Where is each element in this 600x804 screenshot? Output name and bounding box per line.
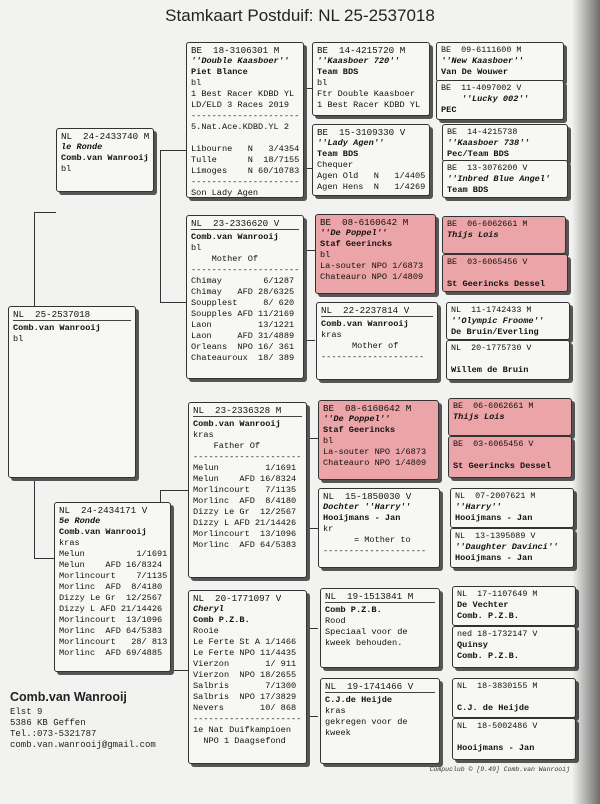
connector-line: [160, 150, 161, 302]
card-line: [457, 692, 571, 703]
card-line: [451, 354, 565, 365]
card-line: ''De Poppel'': [323, 414, 391, 424]
card-line: Chimay 6/1287: [191, 276, 295, 286]
card-line: Chateauro NPO 1/4809: [320, 272, 424, 282]
card-line: Morlinc AFD 69/4885: [59, 648, 163, 658]
ring-number: BE 08-6160642 M: [323, 403, 412, 414]
card-line: [193, 416, 302, 418]
card-line: Comb. P.Z.B.: [457, 611, 519, 621]
card-line: [453, 450, 567, 461]
connector-line: [160, 150, 186, 151]
card-line: Dochter ''Harry'': [323, 502, 411, 512]
pedigree-card-gen4-9: [448, 398, 572, 436]
card-line: Morlincourt 13/1096: [193, 529, 297, 539]
card-line: Team BDS: [317, 149, 359, 159]
pedigree-card-ssd: [312, 124, 430, 196]
connector-line: [34, 212, 35, 310]
card-line: Morlinc AFD 64/5383: [193, 540, 297, 550]
ring-number: NL 20-1771097 V: [193, 593, 282, 604]
card-line: Melun AFD 16/8324: [59, 560, 163, 570]
owner-block: [10, 692, 180, 751]
card-line: La-souter NPO 1/6873: [323, 447, 427, 457]
ring-number: BE 06-6062661 M: [447, 219, 528, 229]
card-line: bl: [323, 436, 334, 446]
pedigree-card-gen4-4: [442, 160, 568, 198]
card-line: Comb P.Z.B.: [193, 615, 250, 625]
card-line: St Geerincks Dessel: [447, 279, 545, 289]
card-line: Quinsy: [457, 640, 488, 650]
card-line: Comb. P.Z.B.: [457, 651, 519, 661]
card-line: kweek: [325, 728, 351, 738]
card-line: Rooie: [193, 626, 219, 636]
card-line: Staf Geerincks: [320, 239, 393, 249]
card-line: bl: [61, 164, 72, 174]
connector-line: [303, 340, 315, 341]
card-line: [191, 229, 299, 231]
card-line: le Ronde: [61, 142, 103, 152]
card-line: Comb.van Wanrooij: [191, 232, 279, 242]
connector-line: [306, 438, 318, 439]
card-line: ''New Kaasboer'': [441, 56, 524, 66]
pedigree-card-gen4-2: [436, 80, 564, 120]
page-title: Stamkaart Postduif: NL 25-2537018: [165, 6, 435, 25]
pedigree-card-sire-dam: [186, 215, 304, 379]
connector-line: [306, 716, 318, 717]
card-line: Laon 13/1221: [191, 320, 295, 330]
card-line: kras: [193, 430, 214, 440]
card-line: Dizzy Le Gr 12/2567: [193, 507, 297, 517]
software-credit: Compuclub © [9.49] Comb.van Wanrooij: [429, 766, 570, 773]
card-line: Salbris NPO 17/3829: [193, 692, 297, 702]
card-line: C.J.de Heijde: [325, 695, 393, 705]
card-line: Willem de Bruin: [451, 365, 529, 375]
card-line: Piet Blance: [191, 67, 248, 77]
card-line: ''Lucky 002'': [441, 94, 529, 104]
card-line: ''Olympic Froome'': [451, 316, 544, 326]
card-line: Speciaal voor de: [325, 627, 408, 637]
ring-number: BE 06-6062661 M: [453, 401, 534, 411]
card-line: Laon AFD 31/4889: [191, 331, 295, 341]
card-line: Chequer: [317, 160, 354, 170]
card-line: [457, 732, 571, 743]
card-line: Van De Wouwer: [441, 67, 509, 77]
card-line: ---------------------: [191, 111, 300, 121]
card-line: Limoges N 60/10783: [191, 166, 300, 176]
owner-address: Elst 9: [10, 707, 43, 717]
card-line: ''Inbred Blue Angel': [447, 174, 551, 184]
owner-phone: Tel.:073-5321787: [10, 729, 97, 739]
connector-line: [306, 528, 318, 529]
card-line: Agen Old N 1/4405: [317, 171, 426, 181]
card-line: Father Of: [193, 441, 261, 451]
card-line: ''Kaasboer 738'': [447, 138, 530, 148]
card-line: bl: [13, 334, 24, 344]
ring-number: NL 22-2237814 V: [321, 305, 410, 316]
card-line: ---------------------: [193, 714, 302, 724]
connector-line: [34, 212, 56, 213]
pedigree-card-gen4-10: [448, 436, 572, 478]
ring-number: NL 19-1513841 M: [325, 591, 414, 602]
ring-number: BE 13-3076200 V: [447, 163, 528, 173]
card-line: NPO 1 Daagsefond: [193, 736, 286, 746]
card-line: Thijs Lois: [453, 412, 505, 422]
pedigree-card-dam-sire: [188, 402, 307, 578]
card-line: Morlinc AFD 8/4180: [59, 582, 163, 592]
pedigree-card-sss: [312, 42, 430, 116]
card-line: kras: [59, 538, 80, 548]
card-line: Vierzon 1/ 911: [193, 659, 297, 669]
card-line: 5e Ronde: [59, 516, 101, 526]
ring-number: NL 24-2434171 V: [59, 505, 148, 516]
ring-number: NL 23-2336328 M: [193, 405, 282, 416]
pedigree-card-gen4-13: [452, 586, 576, 626]
card-line: ''De Poppel'': [320, 228, 388, 238]
ring-number: ned 18-1732147 V: [457, 629, 538, 639]
card-line: Tulle N 18/7155: [191, 155, 300, 165]
card-line: = Mother to: [323, 535, 411, 545]
card-line: C.J. de Heijde: [457, 703, 530, 713]
card-line: Melun AFD 16/8324: [193, 474, 297, 484]
ring-number: NL 13-1395089 V: [455, 531, 536, 541]
card-line: Team BDS: [447, 185, 489, 195]
card-line: Morlincourt 28/ 813: [59, 637, 168, 647]
card-line: [321, 316, 433, 318]
card-line: [191, 133, 299, 144]
card-line: Soupples AFD 11/2169: [191, 309, 295, 319]
card-line: ---------------------: [191, 177, 300, 187]
connector-line: [306, 628, 318, 629]
card-line: Chimay AFD 28/6325: [191, 287, 295, 297]
connector-line: [303, 250, 315, 251]
owner-email: comb.van.wanrooij@gmail.com: [10, 740, 156, 750]
card-line: St Geerincks Dessel: [453, 461, 551, 471]
card-line: Dizzy Le Gr 12/2567: [59, 593, 163, 603]
card-line: Morlincourt 7/1135: [193, 485, 297, 495]
card-line: Son Lady Agen: [191, 188, 259, 198]
connector-line: [303, 88, 312, 89]
pedigree-card-gen4-6: [442, 254, 568, 292]
ring-number: NL 23-2336620 V: [191, 218, 280, 229]
pedigree-card-gen4-15: [452, 678, 576, 718]
ring-number: NL 15-1850030 V: [323, 491, 412, 502]
pedigree-card-gen4-12: [450, 528, 574, 568]
card-line: [447, 268, 563, 279]
connector-line: [160, 490, 188, 491]
card-line: gekregen voor de: [325, 717, 408, 727]
card-line: Soupplest 8/ 620: [191, 298, 295, 308]
card-line: Nevers 10/ 868: [193, 703, 297, 713]
owner-city: 5386 KB Geffen: [10, 718, 86, 728]
card-line: Dizzy L AFD 21/14426: [59, 604, 163, 614]
ring-number: NL 18-5002486 V: [457, 721, 538, 731]
card-line: --------------------: [321, 352, 425, 362]
card-line: Melun 1/1691: [59, 549, 168, 559]
card-line: Pec/Team BDS: [447, 149, 509, 159]
ring-number: NL 18-3830155 M: [457, 681, 538, 691]
card-line: Hooijmans - Jan: [323, 513, 401, 523]
pedigree-card-sire: [56, 128, 154, 192]
card-line: Morlinc AFD 8/4180: [193, 496, 297, 506]
ring-number: NL 19-1741466 V: [325, 681, 414, 692]
card-line: 1e Nat Duifkampioen: [193, 725, 291, 735]
ring-number: NL 24-2433740 M: [61, 131, 150, 142]
photo-shadow: [572, 0, 600, 804]
ring-number: NL 25-2537018: [13, 309, 91, 320]
connector-line: [440, 526, 441, 546]
pedigree-card-dam: [54, 502, 171, 672]
card-line: Rood: [325, 616, 346, 626]
card-line: Comb.van Wanrooij: [13, 323, 101, 333]
ring-number: BE 11-4097002 V: [441, 83, 522, 93]
connector-line: [34, 558, 56, 559]
pedigree-card-dss: [318, 400, 439, 480]
pedigree-card-gen4-16: [452, 718, 576, 760]
card-line: Agen Hens N 1/4269: [317, 182, 426, 192]
card-line: ''Double Kaasboer'': [191, 56, 289, 66]
card-line: Morlincourt 13/1096: [59, 615, 163, 625]
card-line: kweek behouden.: [325, 638, 403, 648]
pedigree-card-gen4-1: [436, 42, 564, 82]
card-line: De Bruin/Everling: [451, 327, 539, 337]
card-line: kras: [325, 706, 346, 716]
card-line: Morlinc AFD 64/5383: [59, 626, 163, 636]
ring-number: BE 14-4215720 M: [317, 45, 406, 56]
card-line: kr: [323, 524, 334, 534]
ring-number: BE 15-3109330 V: [317, 127, 406, 138]
pedigree-card-sds: [315, 214, 436, 294]
pedigree-card-subject: [8, 306, 136, 478]
ring-number: BE 09-6111600 M: [441, 45, 522, 55]
ring-number: BE 08-6160642 M: [320, 217, 409, 228]
pedigree-card-dam-dam: [188, 590, 307, 764]
card-line: Thijs Lois: [447, 230, 499, 240]
pedigree-card-gen4-7: [446, 302, 570, 340]
card-line: ''Harry'': [455, 502, 502, 512]
connector-line: [303, 168, 312, 169]
card-line: 1 Best Racer KDBD YL: [317, 100, 421, 110]
card-line: Cheryl: [193, 604, 224, 614]
card-line: De Vechter: [457, 600, 509, 610]
card-line: Le Ferte NPO 11/4435: [193, 648, 297, 658]
ring-number: NL 17-1107649 M: [457, 589, 538, 599]
card-line: ''Kaasboer 720'': [317, 56, 400, 66]
card-line: LD/ELD 3 Races 2019: [191, 100, 289, 110]
card-line: ---------------------: [191, 265, 300, 275]
ring-number: BE 03-6065456 V: [447, 257, 528, 267]
card-line: Hooijmans - Jan: [455, 553, 533, 563]
card-line: La-souter NPO 1/6873: [320, 261, 424, 271]
pedigree-card-sire-sire: [186, 42, 304, 198]
card-line: bl: [191, 243, 202, 253]
card-line: ''Lady Agen'': [317, 138, 385, 148]
connector-line: [34, 478, 35, 558]
pedigree-card-gen4-11: [450, 488, 574, 528]
card-line: 1 Best Racer KDBD YL: [191, 89, 295, 99]
card-line: kras: [321, 330, 342, 340]
card-line: Mother Of: [191, 254, 259, 264]
card-line: Hooijmans - Jan: [457, 743, 535, 753]
card-line: Hooijmans - Jan: [455, 513, 533, 523]
card-line: Mother of: [321, 341, 399, 351]
card-line: PEC: [441, 105, 457, 115]
connector-line: [160, 302, 186, 303]
card-line: bl: [320, 250, 331, 260]
connector-line: [436, 240, 437, 276]
card-line: Chateauro NPO 1/4809: [323, 458, 427, 468]
card-line: [325, 692, 435, 694]
pedigree-card-gen4-5: [442, 216, 566, 254]
owner-name: Comb.van Wanrooij: [10, 690, 127, 704]
card-line: Comb.van Wanrooij: [61, 153, 149, 163]
card-line: [13, 320, 131, 322]
card-line: Comb.van Wanrooij: [193, 419, 281, 429]
card-line: Dizzy L AFD 21/14426: [193, 518, 297, 528]
ring-number: BE 03-6065456 V: [453, 439, 534, 449]
card-line: --------------------: [323, 546, 427, 556]
pedigree-card-dds: [320, 588, 440, 668]
pedigree-card-dsd: [318, 488, 440, 568]
card-line: Comb P.Z.B.: [325, 605, 382, 615]
card-line: Orleans NPO 16/ 361: [191, 342, 295, 352]
card-line: Libourne N 3/4354: [191, 144, 300, 154]
card-line: Salbris 7/1300: [193, 681, 297, 691]
card-line: Comb.van Wanrooij: [59, 527, 147, 537]
card-line: Comb.van Wanrooij: [321, 319, 409, 329]
card-line: ---------------------: [193, 452, 302, 462]
ring-number: NL 11-1742433 M: [451, 305, 532, 315]
card-line: Ftr Double Kaasboer: [317, 89, 415, 99]
card-line: Chateauroux 18/ 389: [191, 353, 295, 363]
card-line: Le Ferte St A 1/1466: [193, 637, 297, 647]
connector-line: [440, 614, 441, 644]
ring-number: BE 14-4215738: [447, 127, 518, 137]
card-line: [325, 602, 435, 604]
card-line: ''Daughter Davinci'': [455, 542, 559, 552]
card-line: Staf Geerincks: [323, 425, 396, 435]
pedigree-card-gen4-8: [446, 340, 570, 380]
ring-number: NL 07-2007621 M: [455, 491, 536, 501]
card-line: 5.Nat.Ace.KDBD.YL 2: [191, 122, 289, 132]
ring-number: BE 18-3106301 M: [191, 45, 280, 56]
pedigree-card-gen4-3: [442, 124, 568, 162]
card-line: Morlincourt 7/1135: [59, 571, 168, 581]
card-line: Vierzon NPO 18/2655: [193, 670, 297, 680]
pedigree-card-gen4-14: [452, 626, 576, 668]
ring-number: NL 20-1775730 V: [451, 343, 532, 353]
card-line: Melun 1/1691: [193, 463, 297, 473]
card-line: bl: [191, 78, 202, 88]
card-line: bl: [317, 78, 328, 88]
card-line: Team BDS: [317, 67, 359, 77]
connector-line: [440, 702, 441, 730]
pedigree-card-ddd: [320, 678, 440, 764]
pedigree-card-sdd: [316, 302, 438, 380]
